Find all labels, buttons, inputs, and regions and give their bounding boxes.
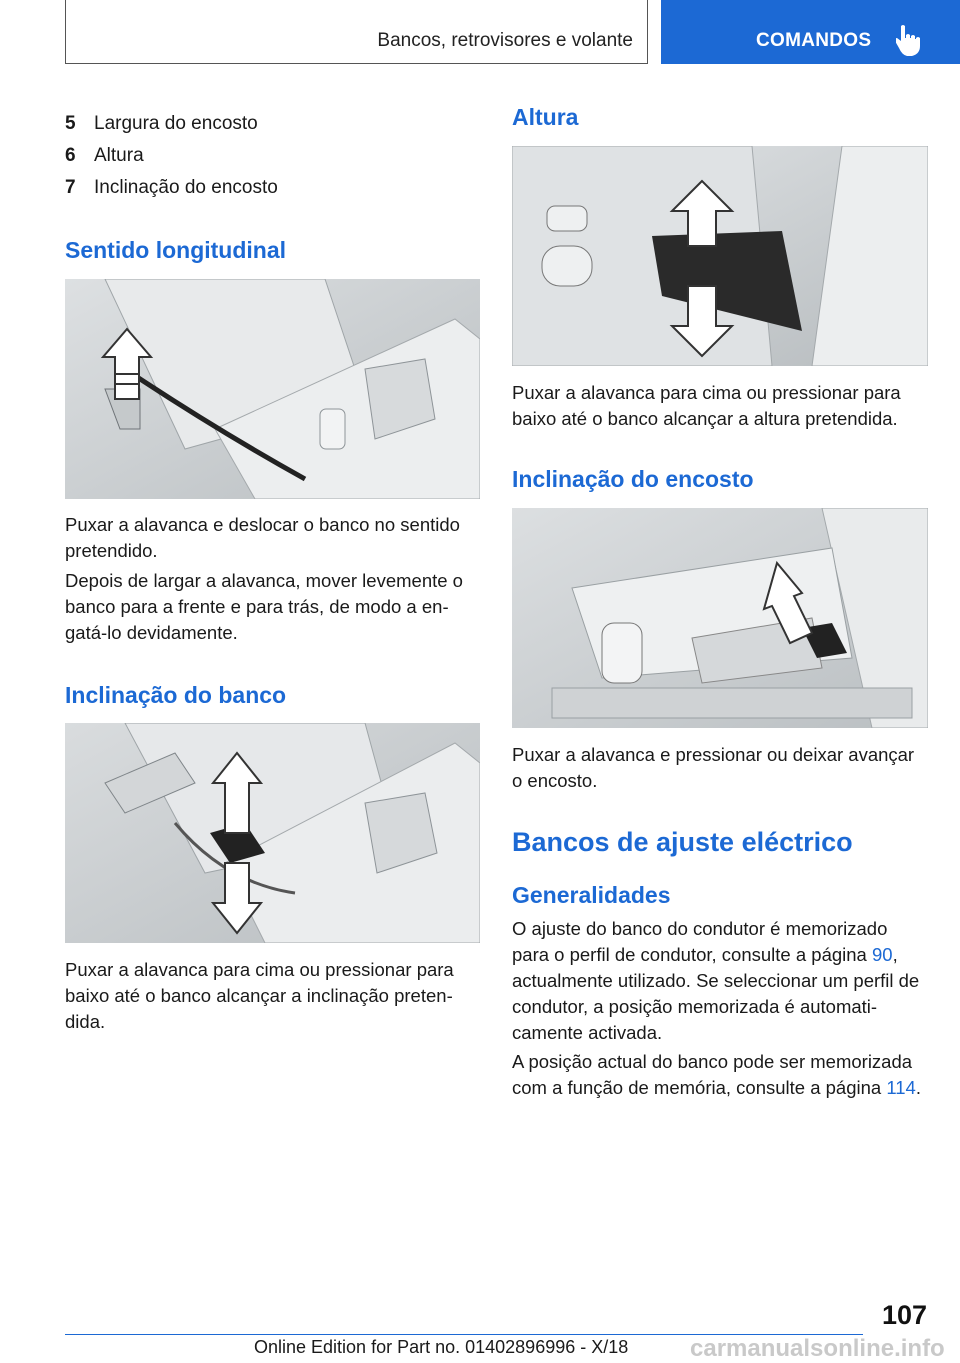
heading-electric-seats: Bancos de ajuste eléctrico <box>512 827 853 857</box>
footer-edition: Online Edition for Part no. 01402896996 - X/18 <box>254 1337 629 1357</box>
heading-height: Altura <box>512 104 579 130</box>
paragraph-seat-tilt: Puxar a alavanca para cima ou pressionar para baixo até o banco alcançar a inclinação pretendida. <box>65 959 454 1032</box>
page-number: 107 <box>881 1300 927 1330</box>
heading-seat-tilt: Inclinação do banco <box>65 682 287 708</box>
image-seat-height <box>512 146 928 366</box>
image-backrest-tilt <box>512 508 928 728</box>
heading-longitudinal: Sentido longitudinal <box>65 237 287 263</box>
text: O ajuste do banco do condutor é memorizado para o perfil de condutor, consulte a página <box>512 918 888 965</box>
list-number: 5 <box>65 113 76 134</box>
list-number: 7 <box>65 177 76 198</box>
list-text: Largura do encosto <box>94 113 258 134</box>
list-text: Altura <box>94 145 144 166</box>
header-chapter-label: COMANDOS <box>756 30 872 51</box>
page-link-114[interactable]: 114 <box>886 1077 916 1098</box>
image-seat-tilt <box>65 723 480 943</box>
header-section-title: Bancos, retrovisores e volante <box>377 30 633 51</box>
heading-general: Generalidades <box>512 882 671 908</box>
paragraph-general-1 <box>512 916 928 1046</box>
header-section-box <box>65 0 648 64</box>
heading-backrest-tilt: Inclinação do encosto <box>512 466 754 492</box>
footer-watermark: carmanualsonline.info <box>690 1335 945 1362</box>
text: . <box>915 1077 921 1098</box>
page-link-90[interactable]: 90 <box>871 944 893 965</box>
list-text: Inclinação do encosto <box>94 177 278 198</box>
paragraph-backrest-tilt: Puxar a alavanca e pressionar ou deixar avançar o encosto. <box>512 744 915 791</box>
list-number: 6 <box>65 145 76 166</box>
image-seat-longitudinal <box>65 279 480 499</box>
paragraph-height: Puxar a alavanca para cima ou pressionar para baixo até o banco alcançar a altura pretendida. <box>512 382 901 429</box>
paragraph-general-2 <box>512 1049 928 1101</box>
pointing-hand-icon <box>896 24 922 56</box>
paragraph-longitudinal-1: Puxar a alavanca e deslocar o banco no sentido pretendido. <box>65 514 460 561</box>
text: A posição actual do banco pode ser memorizada com a função de memória, consulte a página <box>512 1051 913 1098</box>
paragraph-longitudinal-2: Depois de largar a alavanca, mover levemente o banco para a frente e para trás, de modo a engatá-lo devidamente. <box>65 570 463 643</box>
header-chapter-tab[interactable] <box>661 0 960 64</box>
text: , actualmente utilizado. Se seleccionar um perfil de condutor, a posição memorizada é automaticamente activada. <box>512 944 920 1043</box>
